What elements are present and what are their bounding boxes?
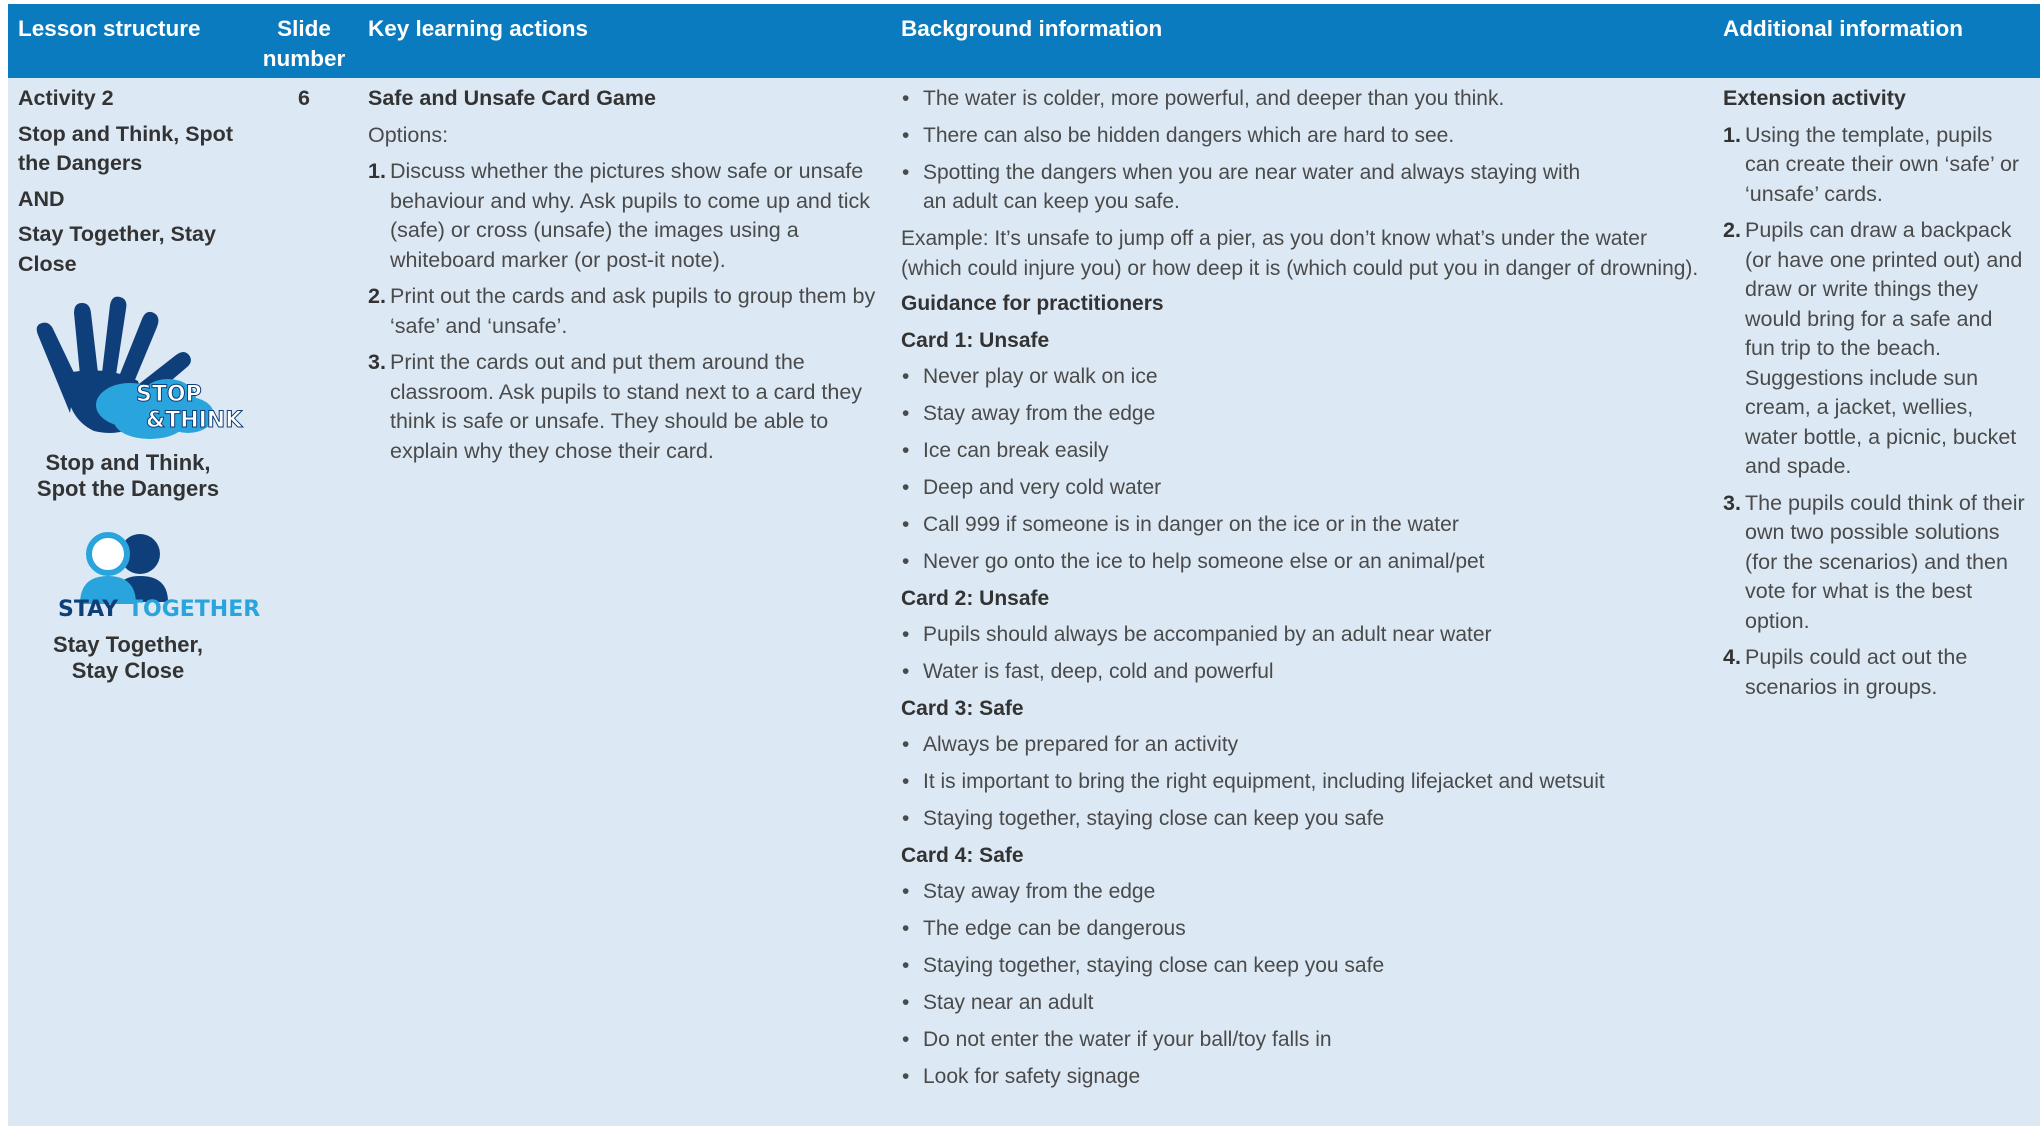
item-number: 3.: [1723, 490, 1741, 515]
item-text: Using the template, pupils can create their own ‘safe’ or ‘unsafe’ cards.: [1745, 122, 2020, 206]
lesson-structure-column: [18, 84, 261, 684]
card-1-bullets: [901, 362, 1713, 576]
item-number: 2.: [368, 284, 386, 308]
stop-and-think-logo: [18, 295, 243, 502]
intro-bullets: [901, 84, 1713, 217]
list-item: • Staying together, staying close can keep you safe: [901, 804, 1713, 834]
list-item: [368, 348, 890, 466]
additional-column: [1723, 84, 2028, 702]
card-3-bullets: [901, 730, 1713, 833]
stay-together-logo: [18, 532, 261, 685]
item-text: Print out the cards and ask pupils to group them by ‘safe’ and ‘unsafe’.: [390, 284, 876, 338]
card-game-title: Safe and Unsafe Card Game: [368, 86, 656, 110]
list-item: • Never go onto the ice to help someone else or an animal/pet: [901, 547, 1713, 577]
activity-title: Activity 2: [18, 86, 114, 110]
stop-think-caption-line1: Stop and Think,: [45, 449, 211, 475]
list-item: • The edge can be dangerous: [901, 914, 1713, 944]
extension-activity-title: Extension activity: [1723, 86, 1906, 110]
list-item: [1723, 121, 2028, 210]
card-3-title: Card 3: Safe: [901, 696, 1024, 720]
list-item: • Stay away from the edge: [901, 877, 1713, 907]
list-item: [1723, 643, 2028, 702]
list-item: • Spotting the dangers when you are near water and always staying with an adult can keep you safe.: [901, 158, 1603, 217]
header-background-information: Background information: [901, 16, 1163, 41]
guidance-title: Guidance for practitioners: [901, 292, 1164, 316]
list-item: • Always be prepared for an activity: [901, 730, 1713, 760]
list-item: [368, 282, 890, 341]
list-item: • Pupils should always be accompanied by an adult near water: [901, 620, 1713, 650]
slide-number-value: 6: [298, 86, 310, 110]
item-number: 2.: [1723, 218, 1741, 242]
list-item: • Do not enter the water if your ball/toy falls in: [901, 1025, 1713, 1055]
stop-think-caption-line2: Spot the Dangers: [36, 475, 220, 501]
list-item: [368, 157, 890, 275]
list-item: • It is important to bring the right equipment, including lifejacket and wetsuit: [901, 767, 1713, 797]
header-key-learning-actions: Key learning actions: [368, 16, 589, 41]
lesson-heading-stop-think: Stop and Think, Spot the Dangers: [18, 121, 233, 175]
list-item: [1723, 216, 2028, 482]
stay-together-caption-line2: Stay Close: [71, 658, 185, 683]
card-4-bullets: [901, 877, 1713, 1091]
list-item: • Stay away from the edge: [901, 399, 1713, 429]
item-text: Print the cards out and put them around the classroom. Ask pupils to stand next to a card they think is safe or unsafe. They should be able to explain why they chose their card.: [390, 350, 863, 463]
item-text: Pupils could act out the scenarios in groups.: [1745, 645, 1968, 699]
extension-list: [1723, 121, 2028, 703]
item-number: 1.: [1723, 122, 1741, 147]
example-text: Example: It’s unsafe to jump off a pier, as you don’t know what’s under the water (which could injure you) or how deep it is (which could put you in danger of drowning).: [901, 227, 1699, 280]
key-learning-column: [368, 84, 890, 466]
list-item: • Never play or walk on ice: [901, 362, 1713, 392]
options-list: [368, 157, 890, 466]
header-lesson-structure: Lesson structure: [18, 16, 201, 41]
list-item: • Water is fast, deep, cold and powerful: [901, 657, 1713, 687]
list-item: • Stay near an adult: [901, 988, 1713, 1018]
logo-art-together: TOGETHER: [128, 596, 261, 622]
card-4-title: Card 4: Safe: [901, 843, 1024, 867]
item-text: The pupils could think of their own two possible solutions (for the scenarios) and then vote for what is the best option.: [1745, 490, 2025, 633]
list-item: • Staying together, staying close can keep you safe: [901, 951, 1713, 981]
list-item: • Deep and very cold water: [901, 473, 1713, 503]
header-slide-number: Slide number: [262, 16, 346, 71]
table-header: [8, 4, 2040, 78]
list-item: • Call 999 if someone is in danger on the ice or in the water: [901, 510, 1713, 540]
list-item: [1723, 489, 2028, 637]
logo-art-stop: STOP: [136, 382, 202, 407]
list-item: • The water is colder, more powerful, and deeper than you think.: [901, 84, 1713, 114]
item-number: 4.: [1723, 645, 1741, 669]
stay-together-people-icon: [18, 532, 261, 622]
list-item: • There can also be hidden dangers which are hard to see.: [901, 121, 1713, 151]
list-item: • Ice can break easily: [901, 436, 1713, 466]
item-text: Discuss whether the pictures show safe or unsafe behaviour and why. Ask pupils to come up and tick (safe) or cross (unsafe) the images using a whiteboard marker (or post-it note).: [390, 159, 871, 272]
item-text: Pupils can draw a backpack (or have one printed out) and draw or write things they would bring for a safe and fun trip to the beach. Suggestions include sun cream, a jacket, wellies, water bottle, a picnic, bucket and spade.: [1745, 218, 2023, 478]
logo-art-stay: STAY: [58, 596, 118, 622]
options-label: Options:: [368, 122, 449, 147]
lesson-heading-stay-together: Stay Together, Stay Close: [18, 222, 216, 276]
item-number: 3.: [368, 350, 386, 374]
card-2-title: Card 2: Unsafe: [901, 586, 1050, 610]
card-1-title: Card 1: Unsafe: [901, 328, 1050, 352]
stay-together-caption-line1: Stay Together,: [53, 632, 203, 657]
lesson-plan-table: [8, 4, 2040, 1126]
logo-art-think: &THINK: [146, 408, 243, 433]
card-2-bullets: [901, 620, 1713, 686]
stop-think-hand-icon: [18, 295, 243, 445]
background-column: [901, 84, 1713, 1099]
lesson-heading-and: AND: [18, 186, 65, 211]
item-number: 1.: [368, 159, 386, 183]
list-item: • Look for safety signage: [901, 1062, 1713, 1092]
header-additional-information: Additional information: [1723, 16, 1963, 41]
